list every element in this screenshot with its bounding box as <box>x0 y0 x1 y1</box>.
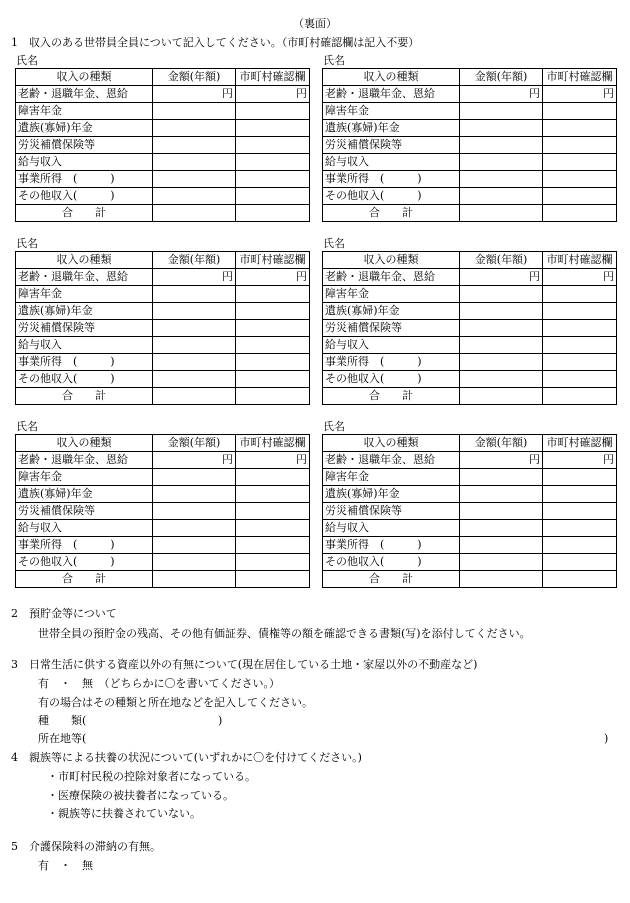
income-type: 給与収入 <box>323 337 460 354</box>
income-type: 事業所得 ( ) <box>16 171 153 188</box>
column-header: 収入の種類 <box>323 69 460 86</box>
amount-cell[interactable] <box>460 303 543 320</box>
income-type: 老齢・退職年金、恩給 <box>323 269 460 286</box>
column-header: 金額(年額) <box>460 69 543 86</box>
table-row <box>16 154 310 171</box>
check-cell <box>543 388 617 405</box>
income-type: 労災補償保険等 <box>323 503 460 520</box>
income-type: 老齢・退職年金、恩給 <box>16 452 153 469</box>
income-type: 労災補償保険等 <box>323 137 460 154</box>
check-cell <box>543 337 617 354</box>
table-row <box>16 571 310 588</box>
income-type: 労災補償保険等 <box>16 320 153 337</box>
check-cell <box>543 171 617 188</box>
table-row <box>323 520 617 537</box>
income-table <box>322 251 617 405</box>
section3-choice: 有 ・ 無 （どちらかに〇を書いてください。） <box>38 677 280 690</box>
page-title: （裏面） <box>293 17 337 30</box>
column-header: 収入の種類 <box>323 252 460 269</box>
income-block <box>15 237 309 405</box>
table-header-row <box>323 69 617 86</box>
table-row <box>16 286 310 303</box>
income-type: 事業所得 ( ) <box>16 537 153 554</box>
check-cell <box>543 303 617 320</box>
income-type: 事業所得 ( ) <box>323 354 460 371</box>
check-cell <box>543 188 617 205</box>
amount-cell[interactable]: 円 <box>460 452 543 469</box>
section4-heading: 4 親族等による扶養の状況について(いずれかに〇を付けてください。) <box>11 751 362 764</box>
table-row <box>16 388 310 405</box>
amount-cell[interactable] <box>153 103 236 120</box>
income-type: 障害年金 <box>16 286 153 303</box>
check-cell <box>236 537 310 554</box>
check-cell <box>543 554 617 571</box>
section5-choice: 有 ・ 無 <box>38 859 93 872</box>
income-type: その他収入( ) <box>16 188 153 205</box>
check-cell: 円 <box>543 452 617 469</box>
column-header: 収入の種類 <box>16 252 153 269</box>
check-cell <box>543 503 617 520</box>
amount-cell[interactable] <box>153 354 236 371</box>
table-row <box>323 286 617 303</box>
check-cell <box>236 354 310 371</box>
income-block <box>322 420 616 588</box>
check-cell <box>236 337 310 354</box>
income-type: 合 計 <box>323 571 460 588</box>
check-cell <box>236 571 310 588</box>
check-cell: 円 <box>236 86 310 103</box>
income-type: 老齢・退職年金、恩給 <box>16 86 153 103</box>
column-header: 市町村確認欄 <box>543 252 617 269</box>
amount-cell[interactable] <box>460 205 543 222</box>
table-row <box>16 171 310 188</box>
table-header-row <box>16 435 310 452</box>
amount-cell[interactable] <box>460 103 543 120</box>
amount-cell[interactable] <box>153 503 236 520</box>
income-type: 労災補償保険等 <box>16 137 153 154</box>
income-type: 障害年金 <box>323 286 460 303</box>
amount-cell[interactable] <box>460 537 543 554</box>
check-cell <box>236 205 310 222</box>
check-cell <box>543 537 617 554</box>
table-header-row <box>16 252 310 269</box>
income-type: その他収入( ) <box>323 554 460 571</box>
income-table <box>15 251 310 405</box>
check-cell <box>236 520 310 537</box>
table-row <box>16 469 310 486</box>
section3-heading: 3 日常生活に供する資産以外の有無について(現在居住している土地・家屋以外の不動産など) <box>11 658 478 671</box>
check-cell: 円 <box>543 86 617 103</box>
table-row <box>16 137 310 154</box>
check-cell <box>543 205 617 222</box>
amount-cell[interactable] <box>153 137 236 154</box>
column-header: 収入の種類 <box>323 435 460 452</box>
table-row <box>16 120 310 137</box>
amount-cell[interactable] <box>460 171 543 188</box>
amount-cell[interactable] <box>460 486 543 503</box>
table-row <box>323 337 617 354</box>
section2-body: 世帯全員の預貯金の残高、その他有価証券、債権等の額を確認できる書類(写)を添付してください。 <box>38 627 531 640</box>
amount-cell[interactable] <box>460 571 543 588</box>
amount-cell[interactable]: 円 <box>153 452 236 469</box>
table-row <box>16 354 310 371</box>
amount-cell[interactable] <box>460 137 543 154</box>
amount-cell[interactable]: 円 <box>153 269 236 286</box>
amount-cell[interactable] <box>460 520 543 537</box>
table-row <box>16 503 310 520</box>
amount-cell[interactable] <box>153 120 236 137</box>
income-table <box>322 68 617 222</box>
amount-cell[interactable] <box>153 571 236 588</box>
check-cell <box>543 103 617 120</box>
amount-cell[interactable] <box>153 520 236 537</box>
income-type: その他収入( ) <box>16 554 153 571</box>
table-row <box>323 571 617 588</box>
income-type: 遺族(寡婦)年金 <box>16 303 153 320</box>
check-cell <box>236 303 310 320</box>
income-type: 遺族(寡婦)年金 <box>323 120 460 137</box>
column-header: 市町村確認欄 <box>236 252 310 269</box>
income-type: 遺族(寡婦)年金 <box>16 120 153 137</box>
table-row <box>16 537 310 554</box>
check-cell <box>543 520 617 537</box>
income-type: その他収入( ) <box>16 371 153 388</box>
check-cell <box>236 486 310 503</box>
table-row <box>16 486 310 503</box>
income-type: 給与収入 <box>323 520 460 537</box>
income-table <box>322 434 617 588</box>
amount-cell[interactable]: 円 <box>460 86 543 103</box>
column-header: 金額(年額) <box>460 435 543 452</box>
table-row <box>16 320 310 337</box>
table-row <box>323 486 617 503</box>
table-row <box>323 86 617 103</box>
amount-cell[interactable] <box>153 486 236 503</box>
income-type: その他収入( ) <box>323 188 460 205</box>
income-type: 合 計 <box>16 571 153 588</box>
income-type: 遺族(寡婦)年金 <box>323 486 460 503</box>
income-table <box>15 68 310 222</box>
amount-cell[interactable] <box>153 303 236 320</box>
income-type: 合 計 <box>16 388 153 405</box>
table-row <box>323 354 617 371</box>
amount-cell[interactable] <box>153 554 236 571</box>
amount-cell[interactable] <box>460 503 543 520</box>
amount-cell[interactable] <box>153 371 236 388</box>
amount-cell[interactable] <box>460 554 543 571</box>
column-header: 市町村確認欄 <box>543 435 617 452</box>
amount-cell[interactable] <box>153 188 236 205</box>
income-block <box>15 54 309 222</box>
income-type: 障害年金 <box>323 103 460 120</box>
amount-cell[interactable] <box>460 469 543 486</box>
amount-cell[interactable] <box>460 320 543 337</box>
kind-close: ) <box>218 714 223 727</box>
check-cell <box>543 469 617 486</box>
income-type: 労災補償保険等 <box>16 503 153 520</box>
check-cell <box>543 320 617 337</box>
column-header: 収入の種類 <box>16 435 153 452</box>
check-cell <box>236 388 310 405</box>
income-type: 給与収入 <box>16 337 153 354</box>
table-row <box>16 452 310 469</box>
amount-cell[interactable] <box>460 286 543 303</box>
income-type: 老齢・退職年金、恩給 <box>16 269 153 286</box>
table-row <box>323 537 617 554</box>
amount-cell[interactable] <box>153 205 236 222</box>
table-header-row <box>16 69 310 86</box>
table-row <box>16 371 310 388</box>
amount-cell[interactable] <box>153 286 236 303</box>
amount-cell[interactable] <box>153 154 236 171</box>
table-row <box>323 137 617 154</box>
column-header: 市町村確認欄 <box>236 435 310 452</box>
table-row <box>323 269 617 286</box>
income-type: 給与収入 <box>16 154 153 171</box>
income-type: 労災補償保険等 <box>323 320 460 337</box>
check-cell <box>543 354 617 371</box>
check-cell <box>236 554 310 571</box>
table-row <box>16 86 310 103</box>
amount-cell[interactable] <box>153 388 236 405</box>
check-cell <box>236 188 310 205</box>
column-header: 金額(年額) <box>153 435 236 452</box>
income-block <box>322 237 616 405</box>
amount-cell[interactable] <box>153 320 236 337</box>
amount-cell[interactable] <box>460 120 543 137</box>
name-label: 氏名 <box>323 54 345 67</box>
income-type: 老齢・退職年金、恩給 <box>323 452 460 469</box>
check-cell <box>236 503 310 520</box>
check-cell <box>236 320 310 337</box>
table-row <box>16 303 310 320</box>
amount-cell[interactable]: 円 <box>153 86 236 103</box>
name-label: 氏名 <box>323 237 345 250</box>
check-cell <box>236 371 310 388</box>
table-row <box>16 337 310 354</box>
income-block <box>15 420 309 588</box>
amount-cell[interactable] <box>460 354 543 371</box>
income-table <box>15 434 310 588</box>
amount-cell[interactable] <box>460 371 543 388</box>
check-cell: 円 <box>236 452 310 469</box>
check-cell <box>236 171 310 188</box>
check-cell <box>543 154 617 171</box>
table-row <box>323 205 617 222</box>
income-type: 障害年金 <box>16 103 153 120</box>
income-type: 給与収入 <box>16 520 153 537</box>
column-header: 金額(年額) <box>153 69 236 86</box>
income-type: 合 計 <box>323 205 460 222</box>
table-row <box>323 171 617 188</box>
column-header: 市町村確認欄 <box>236 69 310 86</box>
table-row <box>16 188 310 205</box>
section2-heading: 2 預貯金等について <box>11 607 117 620</box>
name-label: 氏名 <box>16 420 38 433</box>
section4-item: ・親族等に扶養されていない。 <box>47 807 201 820</box>
kind-label: 種 類( <box>38 714 87 727</box>
table-row <box>323 371 617 388</box>
section1-heading: 1 収入のある世帯員全員について記入してください。（市町村確認欄は記入不要） <box>11 36 420 49</box>
table-row <box>323 554 617 571</box>
check-cell: 円 <box>236 269 310 286</box>
income-type: 合 計 <box>16 205 153 222</box>
check-cell <box>543 137 617 154</box>
section3-note: 有の場合はその種類と所在地などを記入してください。 <box>38 696 313 709</box>
section5-heading: 5 介護保険料の滞納の有無。 <box>11 840 161 853</box>
section4-item: ・医療保険の被扶養者になっている。 <box>47 789 234 802</box>
location-label: 所在地等( <box>38 732 87 745</box>
table-row <box>323 154 617 171</box>
check-cell <box>543 371 617 388</box>
amount-cell[interactable] <box>153 469 236 486</box>
check-cell <box>236 137 310 154</box>
name-label: 氏名 <box>16 237 38 250</box>
amount-cell[interactable] <box>460 337 543 354</box>
table-header-row <box>323 252 617 269</box>
table-row <box>323 120 617 137</box>
amount-cell[interactable]: 円 <box>460 269 543 286</box>
income-block <box>322 54 616 222</box>
check-cell <box>236 103 310 120</box>
income-type: 障害年金 <box>323 469 460 486</box>
column-header: 収入の種類 <box>16 69 153 86</box>
amount-cell[interactable] <box>460 154 543 171</box>
income-type: 老齢・退職年金、恩給 <box>323 86 460 103</box>
check-cell <box>236 120 310 137</box>
table-row <box>16 205 310 222</box>
income-type: 遺族(寡婦)年金 <box>16 486 153 503</box>
table-row <box>16 269 310 286</box>
check-cell: 円 <box>543 269 617 286</box>
income-type: 合 計 <box>323 388 460 405</box>
check-cell <box>543 286 617 303</box>
table-row <box>16 554 310 571</box>
check-cell <box>543 486 617 503</box>
table-row <box>323 452 617 469</box>
column-header: 金額(年額) <box>460 252 543 269</box>
table-row <box>323 103 617 120</box>
column-header: 金額(年額) <box>153 252 236 269</box>
check-cell <box>236 286 310 303</box>
table-row <box>16 103 310 120</box>
amount-cell[interactable] <box>460 388 543 405</box>
income-type: 給与収入 <box>323 154 460 171</box>
table-header-row <box>323 435 617 452</box>
amount-cell[interactable] <box>153 171 236 188</box>
income-type: 遺族(寡婦)年金 <box>323 303 460 320</box>
income-type: 事業所得 ( ) <box>323 171 460 188</box>
amount-cell[interactable] <box>460 188 543 205</box>
table-row <box>323 303 617 320</box>
check-cell <box>543 571 617 588</box>
check-cell <box>543 120 617 137</box>
amount-cell[interactable] <box>153 337 236 354</box>
check-cell <box>236 154 310 171</box>
location-close: ) <box>604 732 609 745</box>
section4-item: ・市町村民税の控除対象者になっている。 <box>47 770 256 783</box>
table-row <box>16 520 310 537</box>
column-header: 市町村確認欄 <box>543 69 617 86</box>
amount-cell[interactable] <box>153 537 236 554</box>
table-row <box>323 503 617 520</box>
income-type: その他収入( ) <box>323 371 460 388</box>
table-row <box>323 388 617 405</box>
table-row <box>323 188 617 205</box>
check-cell <box>236 469 310 486</box>
name-label: 氏名 <box>323 420 345 433</box>
table-row <box>323 469 617 486</box>
income-type: 障害年金 <box>16 469 153 486</box>
income-type: 事業所得 ( ) <box>323 537 460 554</box>
income-type: 事業所得 ( ) <box>16 354 153 371</box>
name-label: 氏名 <box>16 54 38 67</box>
table-row <box>323 320 617 337</box>
